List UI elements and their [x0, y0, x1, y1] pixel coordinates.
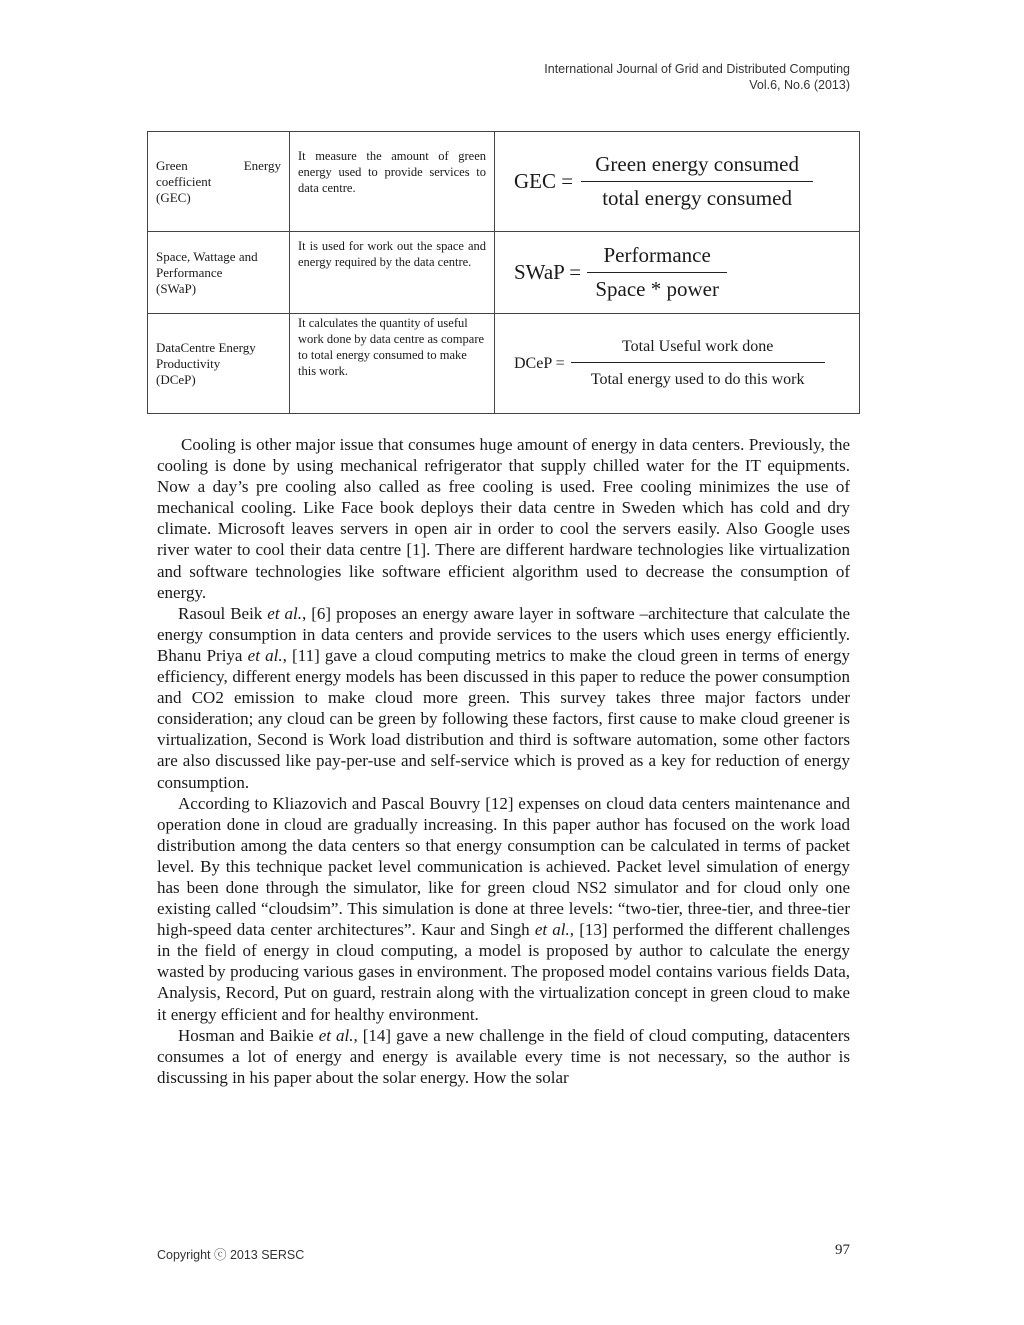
metric-description-cell [290, 314, 495, 414]
paragraph [157, 1025, 850, 1088]
formula-lhs: DCeP = [514, 354, 565, 372]
fraction [571, 338, 825, 389]
fraction [587, 243, 727, 302]
formula-numerator: Performance [603, 243, 711, 267]
table-row [148, 314, 860, 414]
paragraph-text: , [6] proposes an energy aware layer in software –architecture that calculate the energy consumption in data centers and provide services to the users which uses energy efficiently. Bhanu Priya [157, 603, 850, 665]
paragraph [157, 603, 850, 793]
formula [496, 243, 858, 302]
formula-denominator: Space * power [595, 277, 719, 301]
metric-description-cell [290, 132, 495, 232]
paragraph [157, 793, 850, 1025]
metric-name-line: Performance [156, 264, 223, 280]
journal-title: International Journal of Grid and Distributed Computing [544, 62, 850, 76]
metric-name-cell [148, 132, 290, 232]
body-text [157, 434, 850, 1088]
paragraph: Cooling is other major issue that consumes huge amount of energy in data centers. Previously, the cooling is done by using mechanical refrigerator that supply chilled water for the IT equipments. Now a day’s pre cooling also called as free cooling is used. Free cooling minimizes the use of mechanical cooling. Like Face book deploys their data centre in Sweden which has cold and dry climate. Microsoft leaves servers in open air in order to cool the servers easily. Also Google uses river water to cool their data centre [1]. There are different hardware technologies like virtualization and software technologies like software efficient algorithm used to decrease the consumption of energy. [157, 435, 850, 602]
paragraph-text: According to Kliazovich and Pascal Bouvry [12] expenses on cloud data centers maintenance and operation done in cloud are gradually increasing. In this paper author has focused on the work load distribution among the data centers so that energy consumption can be calculated in terms of packet level. By this technique packet level communication is achieved. Packet level simulation of energy has been done through the simulator, like for green cloud NS2 simulator and for cloud only one existing called “cloudsim”. This simulation is done at three levels: “two-tier, three-tier, and three-tier high-speed data center architectures”. Kaur and Singh [157, 793, 850, 940]
paragraph-text: Rasoul Beik [178, 603, 268, 623]
et-al: et al. [267, 603, 303, 623]
page-number: 97 [835, 1242, 850, 1258]
et-al: et al. [247, 645, 283, 665]
metric-description: It is used for work out the space and energy required by the data centre. [298, 239, 486, 269]
formula-numerator: Total Useful work done [622, 338, 774, 355]
formula-denominator: Total energy used to do this work [590, 371, 805, 388]
metric-abbreviation: (GEC) [156, 189, 191, 205]
metric-description-line: It calculates the quantity of useful [298, 316, 468, 330]
metric-description: It measure the amount of green energy used to provide services to data centre. [298, 149, 486, 195]
copyright-notice: Copyright ⓒ 2013 SERSC [157, 1248, 305, 1262]
et-al: et al. [534, 920, 570, 940]
paragraph-text: , [14] gave a new challenge in the field of cloud computing, datacenters consumes a lot of energy and energy is available every time is not necessary, so the author is discussing in his paper about the solar energy. How the solar [157, 1025, 850, 1087]
fraction [581, 152, 813, 211]
metric-description-line: work done by data centre as compare to total energy consumed to make this work. [298, 332, 485, 378]
formula-lhs: GEC = [514, 169, 574, 193]
formula-denominator: total energy consumed [602, 186, 792, 210]
metric-name-line: DataCentre Energy [156, 339, 256, 355]
metric-name-line: Space, Wattage and [156, 248, 258, 264]
metric-formula-cell [495, 314, 860, 414]
table-row [148, 232, 860, 314]
metric-name-line: Productivity [156, 355, 221, 371]
formula-numerator: Green energy consumed [595, 152, 799, 176]
running-header [544, 61, 850, 93]
metric-name-cell [148, 232, 290, 314]
metric-abbreviation: (SWaP) [156, 280, 197, 296]
paragraph-text: , [13] performed the different challenges in the field of energy in cloud computing, a model is proposed by author to calculate the energy wasted by producing various gases in environment. The proposed model contains various fields Data, Analysis, Record, Put on guard, restrain along with the virtualization concept in green cloud to make it energy efficient and for healthy environment. [157, 920, 850, 1024]
paragraph-text: , [11] gave a cloud computing metrics to make the cloud green in terms of energy efficiency, different energy models has been discussed in this paper to reduce the power consumption and CO2 emission to make cloud more green. This survey takes three major factors under consideration; any cloud can be green by following these factors, first cause to make cloud greener is virtualization, Second is Work load distribution and third is software automation, some other factors are also discussed like pay-per-use and self-service which is proved as a key for reduction of energy consumption. [157, 645, 850, 792]
metric-formula-cell [495, 132, 860, 232]
formula [496, 152, 858, 211]
table-row [148, 132, 860, 232]
green-metrics-table [147, 131, 860, 414]
formula-lhs: SWaP = [514, 260, 582, 284]
metric-name-line: coefficient [156, 173, 212, 189]
metric-abbreviation: (DCeP) [156, 371, 196, 387]
metric-name-line: Green Energy [156, 157, 281, 173]
metric-formula-cell [495, 232, 860, 314]
metric-description-cell [290, 232, 495, 314]
formula [496, 338, 858, 389]
volume-issue: Vol.6, No.6 (2013) [749, 78, 850, 92]
metric-name-cell [148, 314, 290, 414]
et-al: et al. [318, 1025, 354, 1045]
paragraph-text: Hosman and Baikie [178, 1025, 319, 1045]
